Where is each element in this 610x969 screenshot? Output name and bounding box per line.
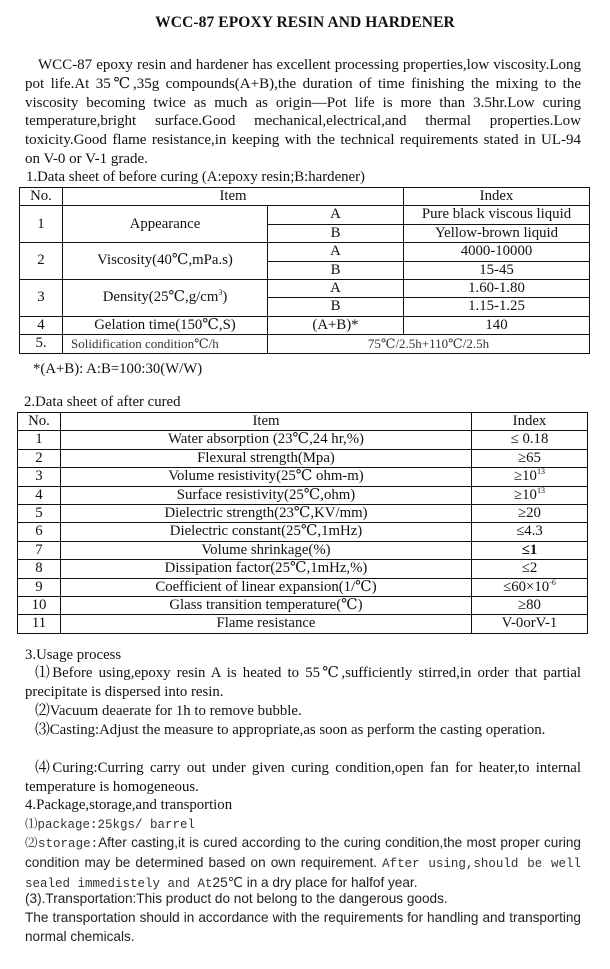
index-text: ≤60×10 [503, 578, 550, 595]
row-index [472, 486, 588, 504]
before-curing-table [19, 187, 590, 354]
row-item: Viscosity(40℃,mPa.s) [63, 243, 268, 280]
row-sub: A [268, 243, 404, 261]
usage-step-3 [25, 721, 581, 740]
row-index [472, 468, 588, 486]
table-row [18, 486, 588, 504]
storage-main-text: After casting,it is cured according to the curing condition,the most proper curing condition may be determined based on own requirement. [25, 835, 581, 870]
header-no: No. [18, 413, 61, 431]
storage-mono-text: After using,should be well sealed immedistely and At [25, 856, 581, 891]
row-item: Dielectric strength(23℃,KV/mm) [61, 505, 472, 523]
package-text: ⑴package:25kgs/ barrel [25, 818, 196, 832]
storage-prefix: ⑵storage: [25, 837, 99, 851]
document-title: WCC-87 EPOXY RESIN AND HARDENER [155, 14, 455, 31]
storage-end-text: 25℃ in a dry place for halfof year. [212, 874, 418, 890]
usage-step-2 [25, 702, 581, 721]
section3-heading: 3.Usage process [25, 647, 122, 663]
row-sub: A [268, 206, 404, 224]
table-row [18, 541, 588, 559]
row-no: 4 [20, 316, 63, 334]
row-no: 3 [20, 280, 63, 317]
row-sub: (A+B)* [268, 316, 404, 334]
item-text-end: ) [222, 289, 228, 306]
row-index: Pure black viscous liquid [404, 206, 590, 224]
row-sub: B [268, 298, 404, 316]
row-no: 3 [18, 468, 61, 486]
row-no: 8 [18, 560, 61, 578]
usage-step-1 [25, 664, 581, 702]
row-no: 2 [20, 243, 63, 280]
row-index: ≥65 [472, 449, 588, 467]
header-index: Index [472, 413, 588, 431]
row-no: 5. [20, 335, 63, 353]
row-no: 1 [18, 431, 61, 449]
row-index: 75℃/2.5h+110℃/2.5h [268, 335, 590, 353]
row-sub: A [268, 280, 404, 298]
row-no: 10 [18, 597, 61, 615]
index-superscript: -6 [549, 577, 556, 587]
package-line [25, 815, 581, 835]
row-item: Flame resistance [61, 615, 472, 633]
usage-step-4 [25, 759, 581, 797]
row-index: ≥80 [472, 597, 588, 615]
header-item: Item [61, 413, 472, 431]
row-item: Surface resistivity(25℃,ohm) [61, 486, 472, 504]
table-row [20, 206, 590, 224]
row-index: ≥20 [472, 505, 588, 523]
row-item: Coefficient of linear expansion(1/℃) [61, 578, 472, 596]
row-item: Glass transition temperature(℃) [61, 597, 472, 615]
index-superscript: 13 [536, 467, 545, 477]
row-no: 1 [20, 206, 63, 243]
row-item [63, 280, 268, 317]
index-superscript: 13 [536, 485, 545, 495]
row-index: V-0orV-1 [472, 615, 588, 633]
row-no: 7 [18, 541, 61, 559]
row-item: Gelation time(150℃,S) [63, 316, 268, 334]
after-cured-table [17, 412, 588, 634]
table-row [18, 468, 588, 486]
row-no: 9 [18, 578, 61, 596]
intro-paragraph: WCC-87 epoxy resin and hardener has excellent processing properties,low viscosity.Long pot life.At 35℃,35g compounds(A+B),the duration of time finishing the mixing to the viscosity becoming twice as much as origin—Pot life is more than 3.5hr.Low curing temperature,bright surface.Good mechanical,electrical,and thermal properties.Low toxicity.Good flame resistance,in keeping with the technical requirements stated in UL-94 on V-0 or V-1 grade. [25, 57, 581, 167]
header-no: No. [20, 188, 63, 206]
section4-heading: 4.Package,storage,and transportion [25, 797, 233, 813]
table-row [20, 243, 590, 261]
table-row [18, 505, 588, 523]
table-row [18, 431, 588, 449]
table-header-row [18, 413, 588, 431]
usage-step-text: ⑵Vacuum deaerate for 1h to remove bubble. [35, 703, 302, 719]
row-sub: B [268, 261, 404, 279]
row-index: 140 [404, 316, 590, 334]
row-no: 4 [18, 486, 61, 504]
row-index: ≤4.3 [472, 523, 588, 541]
transport-line-1: (3).Transportation:This product do not belong to the dangerous goods. [25, 891, 448, 906]
row-index: 1.60-1.80 [404, 280, 590, 298]
row-item: Solidification condition℃/h [63, 335, 268, 353]
table-row [20, 316, 590, 334]
row-index [472, 578, 588, 596]
row-sub: B [268, 224, 404, 242]
row-no: 2 [18, 449, 61, 467]
row-no: 11 [18, 615, 61, 633]
item-text: Density(25℃,g/cm [102, 289, 219, 306]
usage-step-text: ⑷Curing:Curring carry out under given curing condition,open fan for heater,to internal temperature is homogeneous. [25, 760, 581, 795]
index-text: ≥10 [514, 468, 537, 485]
storage-paragraph [25, 834, 581, 893]
row-index: ≤1 [472, 541, 588, 559]
row-no: 5 [18, 505, 61, 523]
row-item: Appearance [63, 206, 268, 243]
table-row [18, 597, 588, 615]
table-row [20, 335, 590, 353]
table-row [20, 280, 590, 298]
row-no: 6 [18, 523, 61, 541]
usage-step-text: ⑴Before using,epoxy resin A is heated to 55℃,sufficiently stirred,in order that partial precipitate is dispersed into resin. [25, 665, 581, 700]
row-item: Volume resistivity(25℃ ohm-m) [61, 468, 472, 486]
row-item: Volume shrinkage(%) [61, 541, 472, 559]
row-index: 15-45 [404, 261, 590, 279]
row-index: ≤2 [472, 560, 588, 578]
section1-heading: 1.Data sheet of before curing (A:epoxy resin;B:hardener) [26, 169, 365, 185]
table-row [18, 615, 588, 633]
mix-ratio-note: *(A+B): A:B=100:30(W/W) [33, 361, 203, 377]
row-item: Water absorption (23℃,24 hr,%) [61, 431, 472, 449]
transport-line-2: The transportation should in accordance with the requirements for handling and transporting normal chemicals. [25, 910, 581, 944]
row-index: Yellow-brown liquid [404, 224, 590, 242]
section2-heading: 2.Data sheet of after cured [24, 394, 181, 410]
table-header-row [20, 188, 590, 206]
usage-step-text: ⑶Casting:Adjust the measure to appropriate,as soon as perform the casting operation. [35, 722, 546, 738]
row-index: 4000-10000 [404, 243, 590, 261]
table-row [18, 578, 588, 596]
row-item: Flexural strength(Mpa) [61, 449, 472, 467]
header-item: Item [63, 188, 404, 206]
table-row [18, 523, 588, 541]
row-item: Dielectric constant(25℃,1mHz) [61, 523, 472, 541]
index-text: ≥10 [514, 486, 537, 503]
row-index: ≤ 0.18 [472, 431, 588, 449]
table-row [18, 560, 588, 578]
row-item: Dissipation factor(25℃,1mHz,%) [61, 560, 472, 578]
header-index: Index [404, 188, 590, 206]
table-row [18, 449, 588, 467]
row-index: 1.15-1.25 [404, 298, 590, 316]
item-superscript: 3 [218, 288, 223, 298]
